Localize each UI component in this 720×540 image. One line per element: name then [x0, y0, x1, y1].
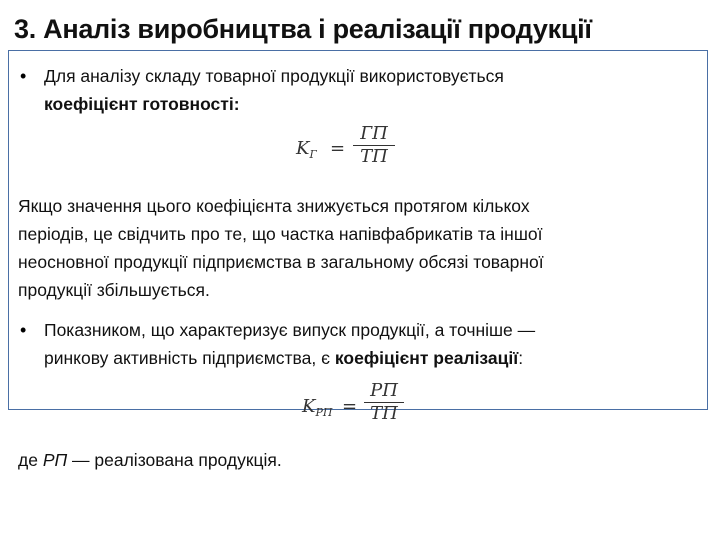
bullet-marker: •	[20, 320, 27, 340]
paragraph-line4: продукції збільшується.	[18, 280, 210, 300]
term-sales-coefficient: коефіцієнт реалізації	[334, 348, 519, 368]
formula2-equals: =	[342, 396, 358, 417]
formula1-lhs: $K_Г$	[296, 138, 317, 161]
slide-title: 3. Аналіз виробництва і реалізації продукції	[14, 14, 592, 44]
footnote-abbreviation: РП	[42, 450, 68, 470]
footnote-definition: де РП — реалізована продукція.	[18, 450, 282, 470]
formula1-fraction	[353, 123, 395, 168]
formula2-denominator: ТП	[370, 403, 398, 425]
bullet2-line2: ринкову активність підприємства, є коефіцієнт реалізації:	[44, 348, 524, 368]
paragraph-line1: Якщо значення цього коефіцієнта знижується протягом кількох	[18, 196, 530, 216]
formula2-numerator: РП	[370, 380, 398, 401]
paragraph-line2: періодів, це свідчить про те, що частка напівфабрикатів та іншої	[18, 224, 543, 244]
formula2-lhs: $K_{РП}$	[302, 396, 333, 419]
paragraph-line3: неосновної продукції підприємства в загальному обсязі товарної	[18, 252, 544, 272]
formula2-fraction	[364, 380, 404, 425]
bullet-marker: •	[20, 66, 27, 86]
formula1-numerator: ГП	[360, 123, 388, 144]
formula1-denominator: ТП	[360, 146, 388, 168]
bullet1-line2	[44, 92, 240, 116]
bullet1-line1: Для аналізу складу товарної продукції використовується	[44, 66, 504, 86]
bullet2-line1: Показником, що характеризує випуск продукції, а точніше —	[44, 320, 536, 340]
term-readiness-coefficient: коефіцієнт готовності:	[44, 94, 240, 114]
formula1-equals: =	[330, 138, 346, 159]
